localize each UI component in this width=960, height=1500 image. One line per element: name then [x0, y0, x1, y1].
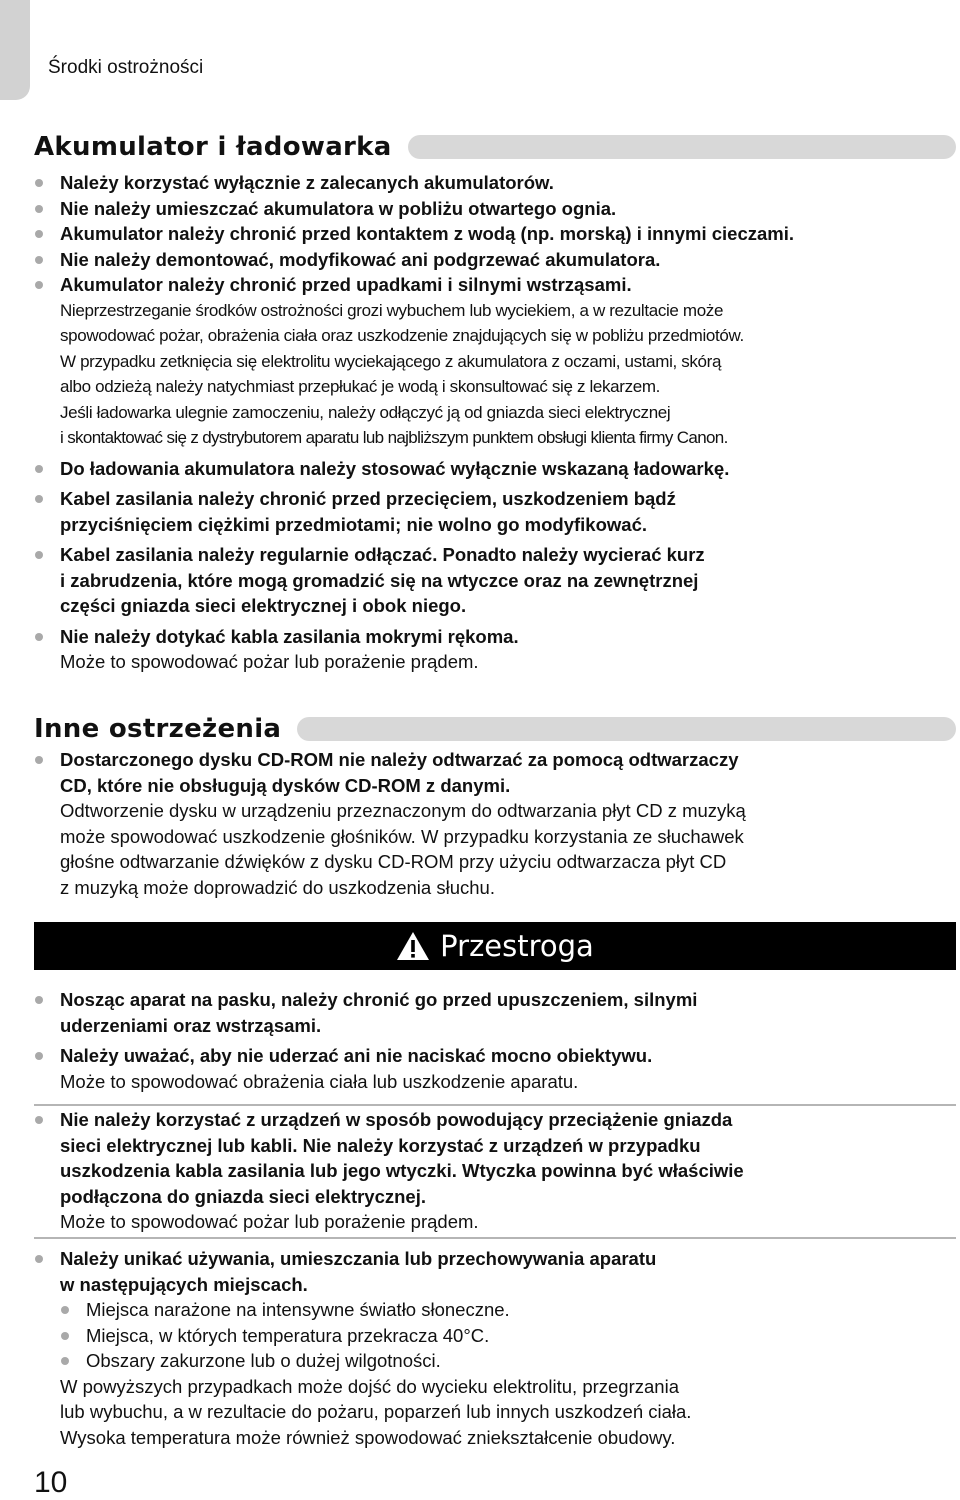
- list-item: Dostarczonego dysku CD-ROM nie należy odtwarzać za pomocą odtwarzaczy CD, które nie obsługują dysków CD-ROM z danymi. Odtworzenie dysku w urządzeniu przeznaczonym do odtwarzania płyt CD z muzyką może spowodować uszkodzenie głośników. W przypadku korzystania ze słuchawek głośne odtwarzanie dźwięków z dysku CD-ROM przy użyciu odtwarzacza płyt CD z muzyką może doprowadzić do uszkodzenia słuchu.: [34, 747, 956, 900]
- chapter-side-tab: [0, 0, 30, 100]
- caution-group-3: [34, 1246, 956, 1450]
- caution-list: [34, 987, 956, 1094]
- section-title: Akumulator i ładowarka: [34, 132, 392, 162]
- list-item: Należy unikać używania, umieszczania lub przechowywania aparatu w następujących miejscach. Miejsca narażone na intensywne światło słoneczne. Miejsca, w których temperatura przekracza 40°C. Obszary zakurzone lub o dużej wilgotności. W powyższych przypadkach może dojść do wycieku elektrolitu, przegrzania lub wybuchu, a w rezultacie do pożaru, poparzeń lub innych uszkodzeń ciała. Wysoka temperatura może również spowodować zniekształcenie obudowy.: [34, 1246, 956, 1450]
- section-heading: [34, 131, 956, 163]
- note-line: spowodować pożar, obrażenia ciała oraz uszkodzenie znajdujących się w pobliżu przedmiotów.: [60, 326, 744, 345]
- list-item: Należy korzystać wyłącznie z zalecanych akumulatorów.: [34, 170, 956, 196]
- note-line: W przypadku zetknięcia się elektrolitu wyciekającego z akumulatora z oczami, ustami, skórą: [60, 351, 722, 371]
- list-item: Nie należy korzystać z urządzeń w sposób powodujący przeciążenie gniazda sieci elektrycznej lub kabli. Nie należy korzystać z urządzeń w przypadku uszkodzenia kabla zasilania lub jego wtyczki. Wtyczka powinna być właściwie podłączona do gniazda sieci elektrycznej. Może to spowodować pożar lub porażenie prądem.: [34, 1107, 956, 1235]
- caution-group-2: [34, 1107, 956, 1235]
- heading-bar: [297, 717, 956, 741]
- list-item: Nie należy umieszczać akumulatora w pobliżu otwartego ognia.: [34, 196, 956, 222]
- caution-banner: [34, 922, 956, 970]
- list-item: Należy uważać, aby nie uderzać ani nie naciskać mocno obiektywu. Może to spowodować obrażenia ciała lub uszkodzenie aparatu.: [34, 1043, 956, 1094]
- sub-list-item: Obszary zakurzone lub o dużej wilgotności.: [60, 1348, 956, 1374]
- caution-list: [34, 1246, 956, 1450]
- list-item: Kabel zasilania należy regularnie odłączać. Ponadto należy wycierać kurz i zabrudzenia, które mogą gromadzić się na wtyczce oraz na zewnętrznej części gniazda sieci elektrycznej i obok niego.: [34, 542, 956, 619]
- list-item: Akumulator należy chronić przed kontaktem z wodą (np. morską) i innymi cieczami.: [34, 221, 956, 247]
- note-line: Jeśli ładowarka ulegnie zamoczeniu, należy odłączyć ją od gniazda sieci elektrycznej: [60, 402, 671, 422]
- list-item: Do ładowania akumulatora należy stosować wyłącznie wskazaną ładowarkę.: [34, 456, 956, 482]
- list-item: Nie należy demontować, modyfikować ani podgrzewać akumulatora.: [34, 247, 956, 273]
- divider: [34, 1237, 956, 1239]
- battery-list: [34, 170, 956, 675]
- note-line: i skontaktować się z dystrybutorem aparatu lub najbliższym punktem obsługi klienta firmy Canon.: [60, 428, 728, 447]
- caution-group-1: [34, 987, 956, 1094]
- list-item: Nie należy dotykać kabla zasilania mokrymi rękoma. Może to spowodować pożar lub porażenie prądem.: [34, 624, 956, 675]
- caution-title: Przestroga: [440, 929, 594, 963]
- page-number: 10: [34, 1466, 68, 1499]
- note-line: Nieprzestrzeganie środków ostrożności grozi wybuchem lub wyciekiem, a w rezultacie może: [60, 300, 724, 320]
- list-item: Nosząc aparat na pasku, należy chronić go przed upuszczeniem, silnymi uderzeniami oraz wstrząsami.: [34, 987, 956, 1038]
- sub-list-item: Miejsca narażone na intensywne światło słoneczne.: [60, 1297, 956, 1323]
- heading-bar: [408, 135, 956, 159]
- battery-charger-section: [34, 131, 956, 675]
- running-header: Środki ostrożności: [48, 57, 204, 78]
- list-item: Kabel zasilania należy chronić przed przecięciem, uszkodzeniem bądź przyciśnięciem ciężkimi przedmiotami; nie wolno go modyfikować.: [34, 486, 956, 537]
- other-list: [34, 747, 956, 900]
- other-warnings-section: [34, 713, 956, 900]
- list-item: Akumulator należy chronić przed upadkami i silnymi wstrząsami. Nieprzestrzeganie środków ostrożności grozi wybuchem lub wyciekiem, a w rezultacie może spowodować pożar, obrażenia ciała oraz uszkodzenie znajdujących się w pobliżu przedmiotów. W przypadku zetknięcia się elektrolitu wyciekającego z akumulatora z oczami, ustami, skórą albo odzieżą należy natychmiast przepłukać je wodą i skonsultować się z lekarzem. Jeśli ładowarka ulegnie zamoczeniu, należy odłączyć ją od gniazda sieci elektrycznej i skontaktować się z dystrybutorem aparatu lub najbliższym punktem obsługi klienta firmy Canon.: [34, 272, 956, 451]
- section-title: Inne ostrzeżenia: [34, 714, 282, 744]
- section-heading: [34, 713, 956, 745]
- caution-list: [34, 1107, 956, 1235]
- divider: [34, 1104, 956, 1106]
- places-list: [60, 1297, 956, 1374]
- note-line: albo odzieżą należy natychmiast przepłukać je wodą i skonsultować się z lekarzem.: [60, 377, 661, 396]
- sub-list-item: Miejsca, w których temperatura przekracza 40°C.: [60, 1323, 956, 1349]
- warning-triangle-icon: [396, 931, 430, 961]
